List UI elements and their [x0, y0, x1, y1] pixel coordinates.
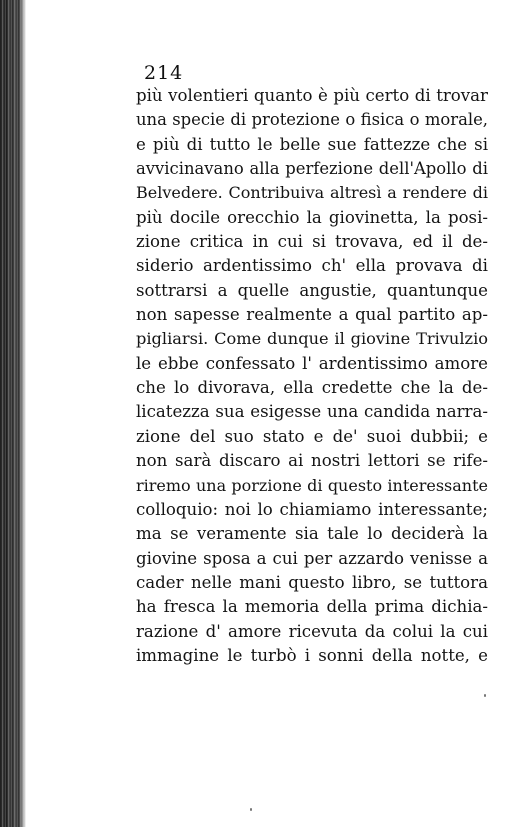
text-line: una specie di protezione o fisica o morale,	[136, 110, 488, 130]
text-line: razione d' amore ricevuta da colui la cui	[136, 621, 488, 641]
text-line: siderio ardentissimo ch' ella provava di	[136, 256, 488, 276]
text-line: che lo divorava, ella credette che la de-	[136, 378, 488, 398]
text-line: ma se veramente sia tale lo deciderà la	[136, 524, 488, 544]
text-line: immagine le turbò i sonni della notte, e	[136, 645, 488, 665]
text-line: le ebbe confessato l' ardentissimo amore	[136, 353, 488, 373]
text-line: più docile orecchio la giovinetta, la posi-	[136, 207, 488, 227]
page-number: 214	[144, 62, 184, 84]
text-line: zione critica in cui si trovava, ed il de-	[136, 232, 488, 252]
text-line: sottrarsi a quelle angustie, quantunque	[136, 280, 488, 300]
ink-speck	[250, 808, 252, 811]
text-line: non sarà discaro ai nostri lettori se rife-	[136, 451, 488, 471]
text-line: Belvedere. Contribuiva altresì a rendere di	[136, 183, 488, 203]
ink-speck	[484, 694, 486, 697]
text-line: zione del suo stato e de' suoi dubbii; e	[136, 426, 488, 446]
text-line: più volentieri quanto è più certo di trovar	[136, 86, 488, 105]
text-line: riremo una porzione di questo interessante	[136, 475, 488, 495]
text-line: ha fresca la memoria della prima dichia-	[136, 597, 488, 617]
text-line: avvicinavano alla perfezione dell'Apollo di	[136, 159, 488, 179]
text-line: licatezza sua esigesse una candida narra-	[136, 402, 488, 422]
text-line: non sapesse realmente a qual partito ap-	[136, 305, 488, 325]
body-text	[136, 84, 488, 668]
binding-texture	[0, 0, 26, 827]
text-line: colloquio: noi lo chiamiamo interessante;	[136, 499, 488, 519]
text-line: pigliarsi. Come dunque il giovine Trivulzio	[136, 329, 488, 349]
text-line: cader nelle mani questo libro, se tuttora	[136, 572, 488, 592]
text-line: e più di tutto le belle sue fattezze che si	[136, 134, 488, 154]
text-line: giovine sposa a cui per azzardo venisse a	[136, 548, 488, 568]
